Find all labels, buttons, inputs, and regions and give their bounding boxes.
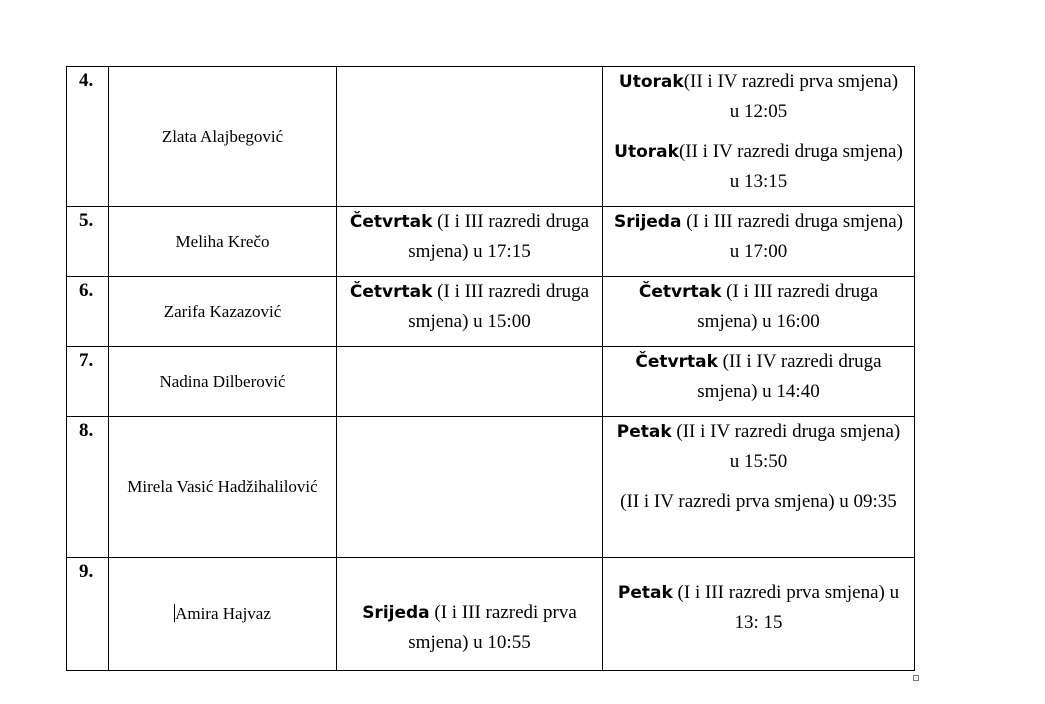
schedule-cell-col4 [603,207,915,277]
schedule-entry: Petak (II i IV razredi druga smjena) u 15:50 [616,421,901,472]
row-number: 9. [67,558,109,671]
schedule-entry: Četvrtak (I i III razredi druga smjena) u 16:00 [638,281,879,332]
table-row [67,347,915,417]
schedule-entry: Četvrtak (I i III razredi druga smjena) u 15:00 [349,281,590,332]
row-number: 4. [67,67,109,207]
schedule-cell-col4 [603,417,915,558]
schedule-cell-col4 [603,558,915,671]
row-number: 8. [67,417,109,558]
schedule-entry: Utorak(II i IV razredi prva smjena) u 12:05 [618,71,899,122]
schedule-cell-col3 [337,558,603,671]
schedule-entry: Srijeda (I i III razredi druga smjena) u 17:00 [613,211,903,262]
row-number: 7. [67,347,109,417]
schedule-entry: Četvrtak (II i IV razredi druga smjena) u 14:40 [635,351,882,402]
schedule-cell-col3 [337,277,603,347]
table-row [67,417,915,558]
schedule-entry: Utorak(II i IV razredi druga smjena) u 13:15 [614,141,903,192]
teacher-name[interactable]: Amira Hajvaz [109,558,337,671]
row-number: 5. [67,207,109,277]
schedule-cell-col3 [337,347,603,417]
table-row [67,67,915,207]
schedule-entry: Četvrtak (I i III razredi druga smjena) u 17:15 [349,211,590,262]
table-row [67,558,915,671]
teacher-name: Zarifa Kazazović [109,277,337,347]
teacher-name: Zlata Alajbegović [109,67,337,207]
schedule-cell-col4 [603,277,915,347]
table-resize-handle[interactable] [913,675,919,681]
schedule-cell-col3 [337,67,603,207]
schedule-entry: Srijeda (I i III razredi prva smjena) u 10:55 [362,602,577,653]
teacher-name: Nadina Dilberović [109,347,337,417]
teacher-name: Meliha Krečo [109,207,337,277]
table-row [67,277,915,347]
schedule-table [66,66,915,671]
schedule-entry: Petak (I i III razredi prva smjena) u 13: 15 [617,582,900,633]
schedule-cell-col3 [337,417,603,558]
schedule-cell-col4 [603,347,915,417]
schedule-entry: (II i IV razredi prva smjena) u 09:35 [620,491,897,512]
teacher-name: Mirela Vasić Hadžihalilović [109,417,337,558]
row-number: 6. [67,277,109,347]
schedule-cell-col4 [603,67,915,207]
schedule-cell-col3 [337,207,603,277]
table-row [67,207,915,277]
